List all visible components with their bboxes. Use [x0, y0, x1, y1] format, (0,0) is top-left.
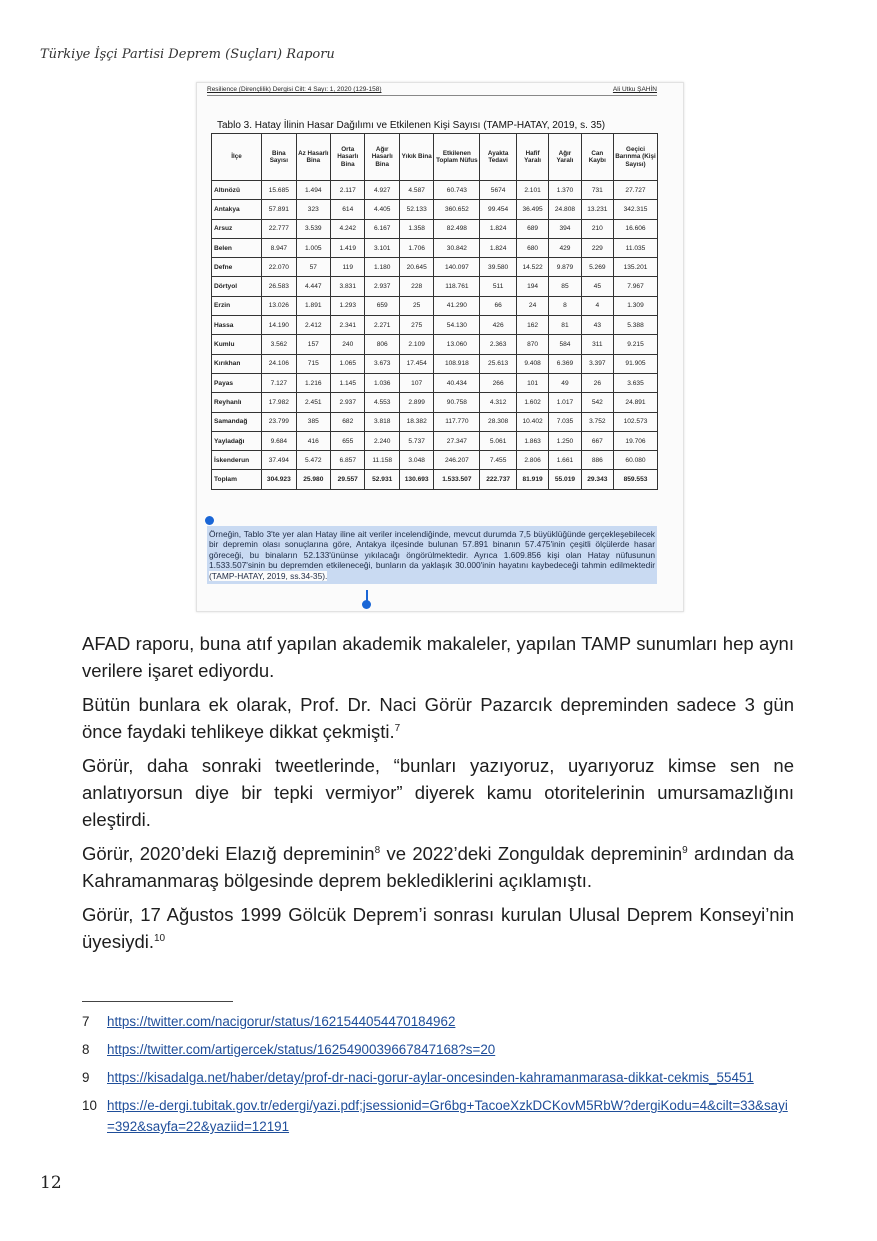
table-row: [212, 412, 658, 431]
paragraph-4: [82, 840, 794, 894]
footnote-7: [82, 1011, 794, 1032]
table-cell: 18.382: [399, 412, 433, 431]
column-header: Yıkık Bina: [399, 134, 433, 181]
table-row: [212, 451, 658, 470]
table-cell: 731: [581, 181, 613, 200]
table-cell: 4.312: [480, 393, 517, 412]
column-header: Ağır Yaralı: [549, 134, 581, 181]
table-cell: 108.918: [434, 354, 480, 373]
table-cell: 26: [581, 373, 613, 392]
table-cell: 4.553: [365, 393, 399, 412]
table-cell: 194: [516, 277, 548, 296]
table-cell: 27.727: [614, 181, 658, 200]
table-cell: 41.290: [434, 296, 480, 315]
table-cell: 584: [549, 335, 581, 354]
table-cell: 101: [516, 373, 548, 392]
district-name: Reyhanlı: [212, 393, 262, 412]
table-row: [212, 393, 658, 412]
table-cell: 60.743: [434, 181, 480, 200]
table-cell: 2.806: [516, 451, 548, 470]
table-cell: 7.455: [480, 451, 517, 470]
paragraph-4-text-b: ve 2022’deki Zonguldak depreminin: [380, 843, 683, 864]
footnote-10: [82, 1095, 794, 1137]
table-cell: 1.824: [480, 219, 517, 238]
paragraph-tail: (TAMP-HATAY, 2019, ss.34-35).: [209, 570, 328, 581]
running-header: Türkiye İşçi Partisi Deprem (Suçları) Raporu: [40, 47, 335, 62]
table-cell: 2.117: [331, 181, 365, 200]
scan-author: Ali Utku ŞAHİN: [612, 86, 657, 93]
table-cell: 14.522: [516, 258, 548, 277]
district-name: Defne: [212, 258, 262, 277]
table-cell: 5.269: [581, 258, 613, 277]
table-cell: 614: [331, 200, 365, 219]
table-cell: 1.065: [331, 354, 365, 373]
table-cell: 5674: [480, 181, 517, 200]
table-cell: 17.454: [399, 354, 433, 373]
table-cell: 26.583: [262, 277, 296, 296]
footnote-divider: [82, 1001, 233, 1002]
table-body: [212, 181, 658, 490]
table-cell: 870: [516, 335, 548, 354]
table-cell: 416: [296, 431, 330, 450]
table-cell: 426: [480, 316, 517, 335]
table-cell: 659: [365, 296, 399, 315]
table-cell: 6.857: [331, 451, 365, 470]
table-cell: 2.240: [365, 431, 399, 450]
column-header: Hafif Yaralı: [516, 134, 548, 181]
table-row: [212, 354, 658, 373]
table-cell: 54.130: [434, 316, 480, 335]
table-cell: 14.190: [262, 316, 296, 335]
table-cell: 60.080: [614, 451, 658, 470]
table-row: [212, 431, 658, 450]
table-cell: 3.539: [296, 219, 330, 238]
footnote-ref-9[interactable]: 9: [682, 844, 688, 856]
table-cell: 8: [549, 296, 581, 315]
table-cell: 1.370: [549, 181, 581, 200]
table-cell: 16.606: [614, 219, 658, 238]
table-row: [212, 181, 658, 200]
table-cell: 43: [581, 316, 613, 335]
column-header: Etkilenen Toplam Nüfus: [434, 134, 480, 181]
paragraph-2-text: Bütün bunlara ek olarak, Prof. Dr. Naci Görür Pazarcık depreminden sadece 3 gün önce faydaki tehlikeye dikkat çekmişti.: [82, 694, 794, 742]
table-cell: 1.250: [549, 431, 581, 450]
table-cell: 1.293: [331, 296, 365, 315]
table-cell: 1.017: [549, 393, 581, 412]
table-cell: 689: [516, 219, 548, 238]
table-cell: 9.408: [516, 354, 548, 373]
table-cell: 13.060: [434, 335, 480, 354]
district-name: Altınözü: [212, 181, 262, 200]
paragraph-4-text-a: Görür, 2020’deki Elazığ depreminin: [82, 843, 375, 864]
table-cell: 3.635: [614, 373, 658, 392]
table-cell: 39.580: [480, 258, 517, 277]
footnote-9: [82, 1067, 794, 1088]
table-cell: 266: [480, 373, 517, 392]
table-cell: 2.101: [516, 181, 548, 200]
total-cell: 52.931: [365, 470, 399, 489]
selection-start-handle[interactable]: [205, 516, 214, 525]
table-cell: 1.216: [296, 373, 330, 392]
table-cell: 11.158: [365, 451, 399, 470]
table-cell: 1.863: [516, 431, 548, 450]
table-cell: 157: [296, 335, 330, 354]
table-cell: 15.685: [262, 181, 296, 200]
table-cell: 57: [296, 258, 330, 277]
table-cell: 2.109: [399, 335, 433, 354]
table-cell: 17.982: [262, 393, 296, 412]
table-caption: Tablo 3. Hatay İlinin Hasar Dağılımı ve Etkilenen Kişi Sayısı (TAMP-HATAY, 2019, s. 35): [217, 120, 606, 131]
district-name: Kırıkhan: [212, 354, 262, 373]
column-header: Bina Sayısı: [262, 134, 296, 181]
damage-table: [211, 133, 658, 490]
table-cell: 57.891: [262, 200, 296, 219]
footnote-ref-7[interactable]: 7: [394, 722, 401, 734]
table-cell: 3.048: [399, 451, 433, 470]
journal-reference: Resilience (Dirençlilik) Dergisi Cilt: 4 Sayı: 1, 2020 (129-158): [207, 86, 382, 93]
table-cell: 682: [331, 412, 365, 431]
table-cell: 246.207: [434, 451, 480, 470]
scan-header: [207, 86, 657, 96]
table-cell: 1.145: [331, 373, 365, 392]
total-cell: 130.693: [399, 470, 433, 489]
footnote-ref-8[interactable]: 8: [374, 844, 381, 856]
table-cell: 1.309: [614, 296, 658, 315]
table-cell: 118.761: [434, 277, 480, 296]
table-cell: 228: [399, 277, 433, 296]
table-cell: 27.347: [434, 431, 480, 450]
table-cell: 240: [331, 335, 365, 354]
table-cell: 81: [549, 316, 581, 335]
column-header: Geçici Barınma (Kişi Sayısı): [614, 134, 658, 181]
table-row: [212, 335, 658, 354]
table-cell: 22.070: [262, 258, 296, 277]
table-cell: 360.652: [434, 200, 480, 219]
table-cell: 52.133: [399, 200, 433, 219]
table-cell: 1.358: [399, 219, 433, 238]
footnote-number: 7: [82, 1014, 90, 1029]
table-cell: 7.035: [549, 412, 581, 431]
table-cell: 1.661: [549, 451, 581, 470]
table-cell: 1.419: [331, 238, 365, 257]
footnote-number: 9: [82, 1070, 90, 1085]
embedded-scan: [196, 82, 684, 612]
table-cell: 135.201: [614, 258, 658, 277]
table-cell: 4.587: [399, 181, 433, 200]
table-cell: 3.101: [365, 238, 399, 257]
table-cell: 25: [399, 296, 433, 315]
paragraph-5: [82, 901, 794, 955]
table-cell: 107: [399, 373, 433, 392]
table-cell: 162: [516, 316, 548, 335]
table-row: [212, 258, 658, 277]
table-cell: 49: [549, 373, 581, 392]
table-cell: 2.937: [331, 393, 365, 412]
paragraph-5-text: Görür, 17 Ağustos 1999 Gölcük Deprem’i sonrası kurulan Ulusal Deprem Konseyi’nin üyesiydi.: [82, 904, 794, 952]
table-row: [212, 200, 658, 219]
table-cell: 91.905: [614, 354, 658, 373]
table-cell: 886: [581, 451, 613, 470]
table-cell: 715: [296, 354, 330, 373]
table-cell: 9.684: [262, 431, 296, 450]
total-cell: 222.737: [480, 470, 517, 489]
paragraph-1: AFAD raporu, buna atıf yapılan akademik makaleler, yapılan TAMP sunumları hep aynı verilere işaret ediyordu.: [82, 633, 794, 681]
table-row: [212, 373, 658, 392]
table-cell: 11.035: [614, 238, 658, 257]
table-cell: 1.706: [399, 238, 433, 257]
district-name: Arsuz: [212, 219, 262, 238]
highlighted-text[interactable]: Örneğin, Tablo 3'te yer alan Hatay iline ait veriler incelendiğinde, mevcut durumda 7,5 büyüklüğünde gerçekleşebilecek bir depremin olası sonuçlarına göre, Antakya ilçesinde bulunan 57.891 binanın 57.475'inin çeşitli ölçülerde hasar göreceği, bu binaların 52.133'ününse yıkılacağı öngörülmektedir. Ayrıca 1.609.856 kişi olan Hatay nüfusunun 1.533.507'sinin bu depremden etkileneceği, bunların da yaklaşık 30.000'inin hayatını kaybedeceği tahmin edilmektedir: [209, 529, 655, 571]
footnote-number: 8: [82, 1042, 90, 1057]
table-cell: 3.673: [365, 354, 399, 373]
table-cell: 2.363: [480, 335, 517, 354]
table-cell: 6.369: [549, 354, 581, 373]
table-cell: 3.562: [262, 335, 296, 354]
table-cell: 119: [331, 258, 365, 277]
table-row: [212, 238, 658, 257]
table-cell: 10.402: [516, 412, 548, 431]
table-cell: 806: [365, 335, 399, 354]
footnote-ref-10[interactable]: 10: [153, 932, 166, 944]
table-cell: 3.818: [365, 412, 399, 431]
table-cell: 3.397: [581, 354, 613, 373]
district-name: Hassa: [212, 316, 262, 335]
table-cell: 4.447: [296, 277, 330, 296]
table-cell: 2.937: [365, 277, 399, 296]
district-name: Dörtyol: [212, 277, 262, 296]
table-cell: 9.215: [614, 335, 658, 354]
total-row: [212, 470, 658, 489]
district-name: Kumlu: [212, 335, 262, 354]
table-cell: 140.097: [434, 258, 480, 277]
table-cell: 24.891: [614, 393, 658, 412]
footnote-8: [82, 1039, 794, 1060]
page-number: 12: [40, 1173, 62, 1193]
table-cell: 229: [581, 238, 613, 257]
table-row: [212, 277, 658, 296]
column-header: Az Hasarlı Bina: [296, 134, 330, 181]
table-cell: 2.271: [365, 316, 399, 335]
table-cell: 511: [480, 277, 517, 296]
table-cell: 2.412: [296, 316, 330, 335]
table-cell: 99.454: [480, 200, 517, 219]
table-cell: 542: [581, 393, 613, 412]
table-cell: 667: [581, 431, 613, 450]
table-row: [212, 316, 658, 335]
table-cell: 24.808: [549, 200, 581, 219]
table-cell: 2.899: [399, 393, 433, 412]
table-cell: 4.405: [365, 200, 399, 219]
column-header: Can Kaybı: [581, 134, 613, 181]
table-cell: 1.494: [296, 181, 330, 200]
total-cell: 25.980: [296, 470, 330, 489]
table-cell: 117.770: [434, 412, 480, 431]
table-cell: 1.005: [296, 238, 330, 257]
table-cell: 323: [296, 200, 330, 219]
paragraph-2: [82, 691, 794, 745]
table-cell: 85: [549, 277, 581, 296]
selection-end-handle[interactable]: [362, 600, 371, 609]
footnote-link[interactable]: https://e-dergi.tubitak.gov.tr/edergi/yazi.pdf;jsessionid=Gr6bg+TacoeXzkDCKovM5RbW?dergiKodu=4&cilt=33&sayi=392&sayfa=22&yaziid=12191: [107, 1098, 788, 1134]
footnote-link[interactable]: https://twitter.com/artigercek/status/1625490039667847168?s=20: [107, 1042, 496, 1057]
table-cell: 5.737: [399, 431, 433, 450]
table-cell: 5.061: [480, 431, 517, 450]
total-cell: 55.019: [549, 470, 581, 489]
table-cell: 36.495: [516, 200, 548, 219]
table-cell: 22.777: [262, 219, 296, 238]
table-cell: 1.036: [365, 373, 399, 392]
table-cell: 680: [516, 238, 548, 257]
total-cell: 81.919: [516, 470, 548, 489]
table-cell: 1.824: [480, 238, 517, 257]
table-row: [212, 219, 658, 238]
table-cell: 37.494: [262, 451, 296, 470]
footnotes: [82, 1011, 794, 1144]
table-cell: 6.167: [365, 219, 399, 238]
total-cell: 29.557: [331, 470, 365, 489]
total-cell: 859.553: [614, 470, 658, 489]
table-cell: 7.967: [614, 277, 658, 296]
table-cell: 28.308: [480, 412, 517, 431]
district-name: Erzin: [212, 296, 262, 315]
table-cell: 342.315: [614, 200, 658, 219]
footnote-link[interactable]: https://twitter.com/nacigorur/status/1621544054470184962: [107, 1014, 456, 1029]
total-label: Toplam: [212, 470, 262, 489]
district-name: Samandağ: [212, 412, 262, 431]
table-cell: 4.927: [365, 181, 399, 200]
district-name: İskenderun: [212, 451, 262, 470]
table-cell: 1.180: [365, 258, 399, 277]
total-cell: 29.343: [581, 470, 613, 489]
table-cell: 210: [581, 219, 613, 238]
table-cell: 394: [549, 219, 581, 238]
total-cell: 304.923: [262, 470, 296, 489]
table-cell: 102.573: [614, 412, 658, 431]
table-cell: 45: [581, 277, 613, 296]
table-cell: 66: [480, 296, 517, 315]
table-cell: 4: [581, 296, 613, 315]
table-cell: 311: [581, 335, 613, 354]
table-cell: 3.752: [581, 412, 613, 431]
table-cell: 24.106: [262, 354, 296, 373]
table-cell: 82.498: [434, 219, 480, 238]
table-cell: 23.799: [262, 412, 296, 431]
district-name: Antakya: [212, 200, 262, 219]
table-cell: 2.341: [331, 316, 365, 335]
district-name: Payas: [212, 373, 262, 392]
table-cell: 24: [516, 296, 548, 315]
table-cell: 2.451: [296, 393, 330, 412]
paragraph-4-text-c: ardından da Kahramanmaraş bölgesinde deprem beklediklerini açıklamıştı.: [82, 843, 794, 891]
table-cell: 1.602: [516, 393, 548, 412]
column-header: Orta Hasarlı Bina: [331, 134, 365, 181]
table-cell: 30.842: [434, 238, 480, 257]
table-cell: 5.388: [614, 316, 658, 335]
table-cell: 9.879: [549, 258, 581, 277]
footnote-number: 10: [82, 1098, 97, 1113]
table-cell: 7.127: [262, 373, 296, 392]
table-cell: 13.026: [262, 296, 296, 315]
column-header: Ağır Hasarlı Bina: [365, 134, 399, 181]
paragraph-3: Görür, daha sonraki tweetlerinde, “bunları yazıyoruz, uyarıyoruz kimse sen ne anlatıyorsun diye bir tepki vermiyor” diyerek kamu otoritelerinin umursamazlığını eleştirdi.: [82, 755, 794, 830]
column-header: İlçe: [212, 134, 262, 181]
body-text: [82, 630, 794, 962]
district-name: Yayladağı: [212, 431, 262, 450]
table-row: [212, 296, 658, 315]
table-cell: 90.758: [434, 393, 480, 412]
district-name: Belen: [212, 238, 262, 257]
table-cell: 5.472: [296, 451, 330, 470]
table-header-row: [212, 134, 658, 181]
table-cell: 25.613: [480, 354, 517, 373]
table-cell: 275: [399, 316, 433, 335]
highlighted-paragraph[interactable]: [207, 526, 657, 584]
table-cell: 8.947: [262, 238, 296, 257]
table-cell: 429: [549, 238, 581, 257]
table-cell: 19.706: [614, 431, 658, 450]
total-cell: 1.533.507: [434, 470, 480, 489]
table-cell: 13.231: [581, 200, 613, 219]
table-cell: 1.891: [296, 296, 330, 315]
table-cell: 40.434: [434, 373, 480, 392]
table-cell: 3.831: [331, 277, 365, 296]
table-cell: 4.242: [331, 219, 365, 238]
column-header: Ayakta Tedavi: [480, 134, 517, 181]
table-cell: 20.645: [399, 258, 433, 277]
footnote-link[interactable]: https://kisadalga.net/haber/detay/prof-dr-naci-gorur-aylar-oncesinden-kahramanmarasa-dikkat-cekmis_55451: [107, 1070, 754, 1085]
table-cell: 385: [296, 412, 330, 431]
table-cell: 655: [331, 431, 365, 450]
